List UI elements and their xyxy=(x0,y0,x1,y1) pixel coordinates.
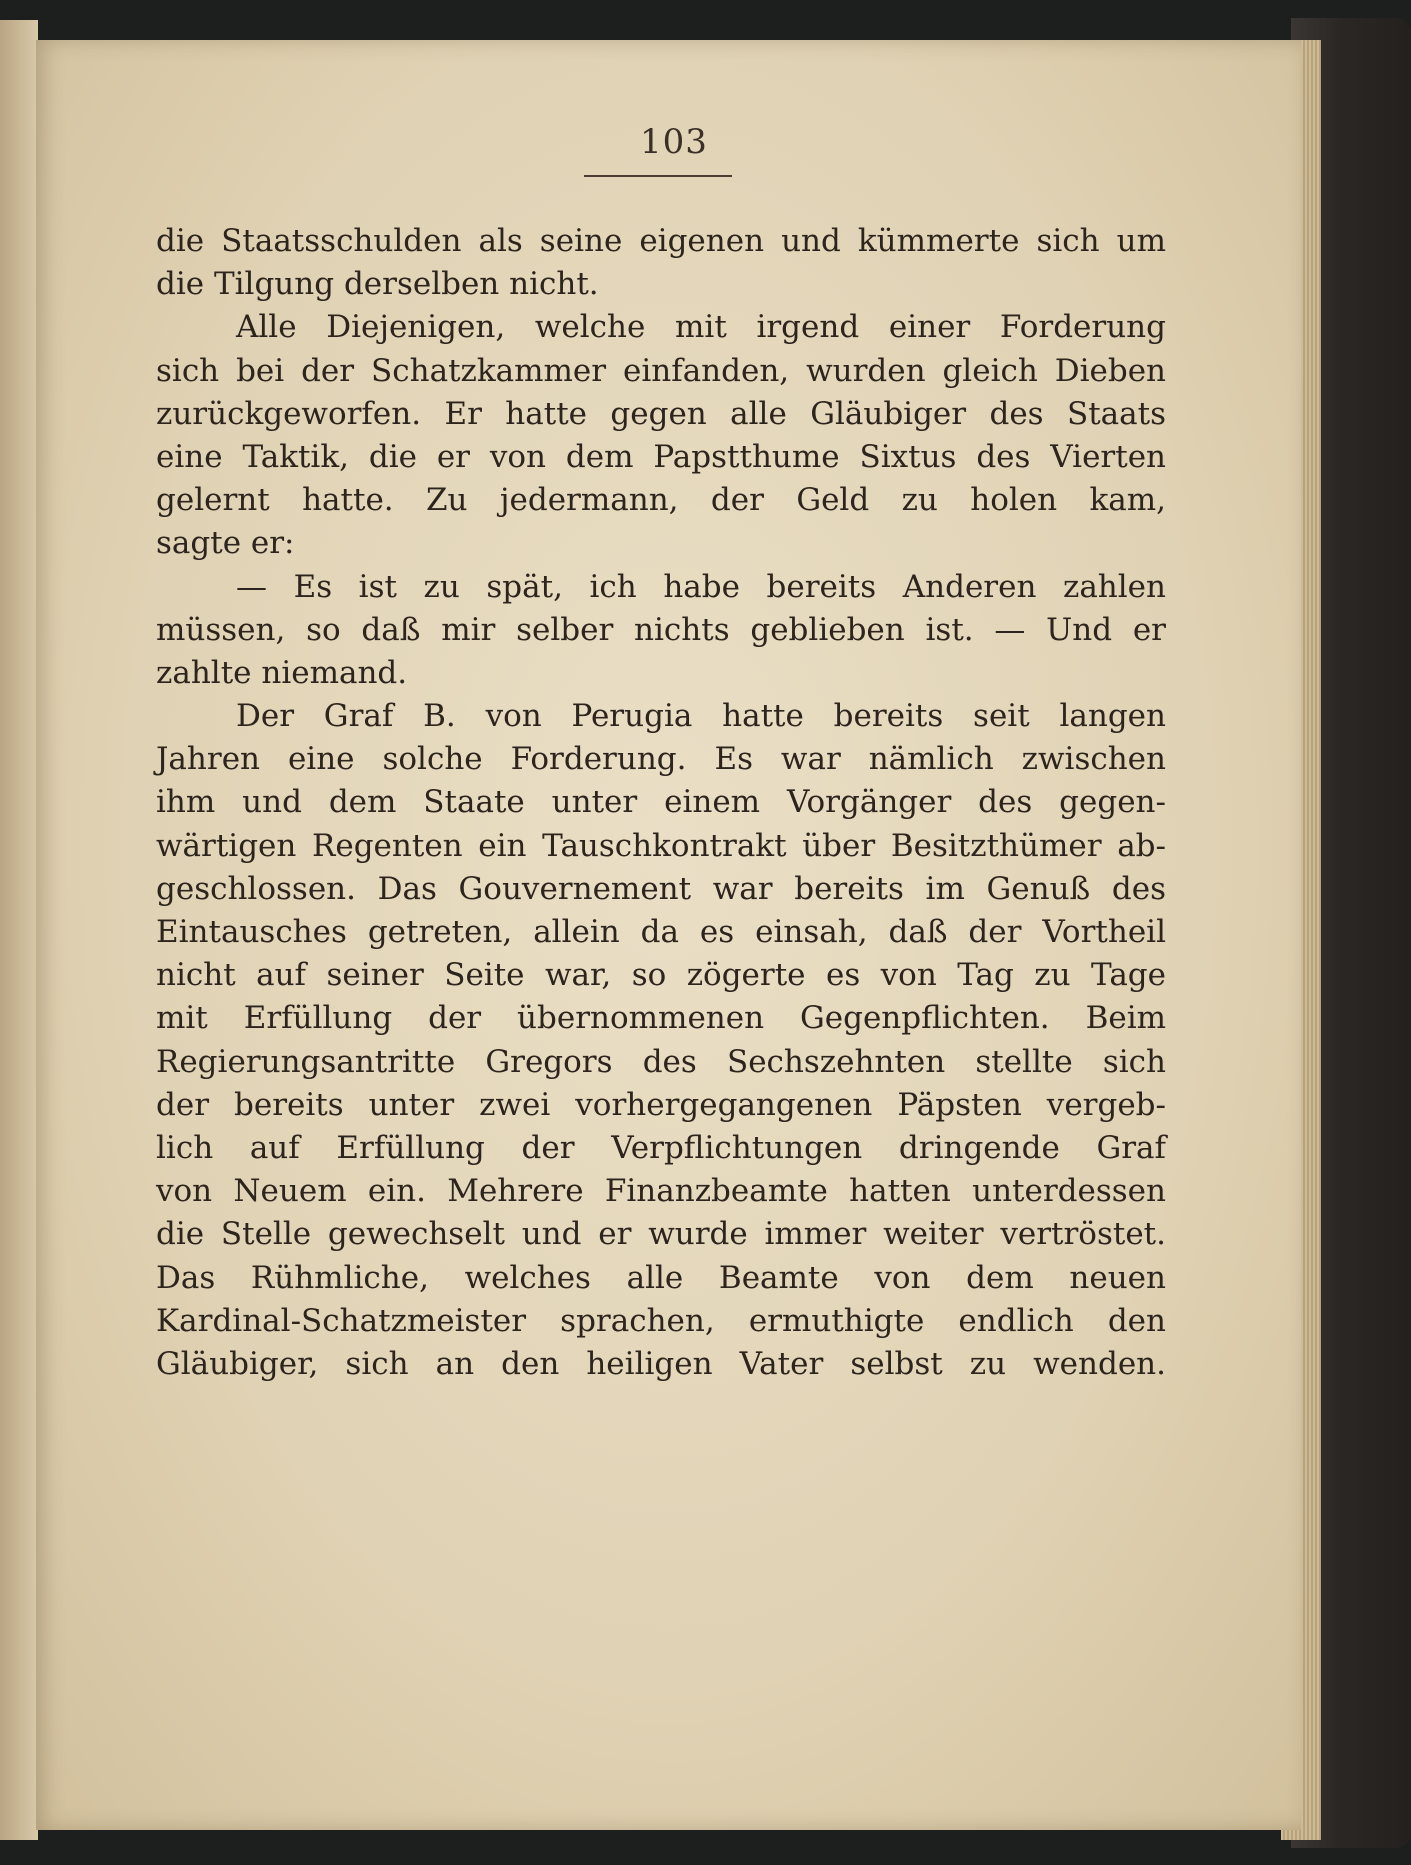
facing-page-edge xyxy=(0,20,38,1840)
text-line: Eintausches getreten, allein da es einsah, daß der Vortheil xyxy=(156,914,1166,950)
text-line: die Staatsschulden als seine eigenen und kümmerte sich um xyxy=(156,223,1166,259)
text-line: ihm und dem Staate unter einem Vorgänger des gegen- xyxy=(156,784,1166,821)
text-line: Das Rühmliche, welches alle Beamte von dem neuen xyxy=(156,1259,1166,1296)
text-line: Alle Diejenigen, welche mit irgend einer Forderung xyxy=(236,309,1166,346)
page-number: 103 xyxy=(640,122,708,162)
body-text xyxy=(156,220,1166,1386)
text-line: zahlte niemand. xyxy=(156,654,408,691)
text-line: nicht auf seiner Seite war, so zögerte es von Tag zu Tage xyxy=(156,957,1166,994)
text-line: von Neuem ein. Mehrere Finanzbeamte hatten unterdessen xyxy=(156,1173,1166,1210)
text-line: — Es ist zu spät, ich habe bereits Anderen zahlen xyxy=(236,568,1166,605)
text-line: Regierungsantritte Gregors des Sechszehnten stellte sich xyxy=(156,1043,1166,1080)
text-line: lich auf Erfüllung der Verpflichtungen dringende Graf xyxy=(156,1129,1166,1166)
text-line: Jahren eine solche Forderung. Es war nämlich zwischen xyxy=(156,741,1166,778)
text-line: sich bei der Schatzkammer einfanden, wurden gleich Dieben xyxy=(156,352,1166,389)
header-rule xyxy=(584,175,732,177)
text-line: geschlossen. Das Gouvernement war bereits im Genuß des xyxy=(156,870,1166,907)
book-page xyxy=(36,40,1301,1830)
text-line: die Tilgung derselben nicht. xyxy=(156,266,599,303)
text-line: zurückgeworfen. Er hatte gegen alle Gläubiger des Staats xyxy=(156,395,1166,432)
text-line: der bereits unter zwei vorhergegangenen Päpsten vergeb- xyxy=(156,1086,1166,1123)
text-line: gelernt hatte. Zu jedermann, der Geld zu holen kam, xyxy=(156,482,1166,519)
text-line: Gläubiger, sich an den heiligen Vater selbst zu wenden. xyxy=(156,1345,1166,1382)
text-line: eine Taktik, die er von dem Papstthume Sixtus des Vierten xyxy=(156,438,1166,475)
text-line: müssen, so daß mir selber nichts geblieben ist. — Und er xyxy=(156,611,1166,648)
text-line: mit Erfüllung der übernommenen Gegenpflichten. Beim xyxy=(156,1000,1166,1037)
text-line: sagte er: xyxy=(156,525,295,562)
text-line: wärtigen Regenten ein Tauschkontrakt über Besitzthümer ab- xyxy=(156,827,1166,864)
text-line: Kardinal-Schatzmeister sprachen, ermuthigte endlich den xyxy=(156,1302,1166,1339)
text-line: die Stelle gewechselt und er wurde immer weiter vertröstet. xyxy=(156,1216,1166,1253)
text-line: Der Graf B. von Perugia hatte bereits seit langen xyxy=(236,698,1166,735)
